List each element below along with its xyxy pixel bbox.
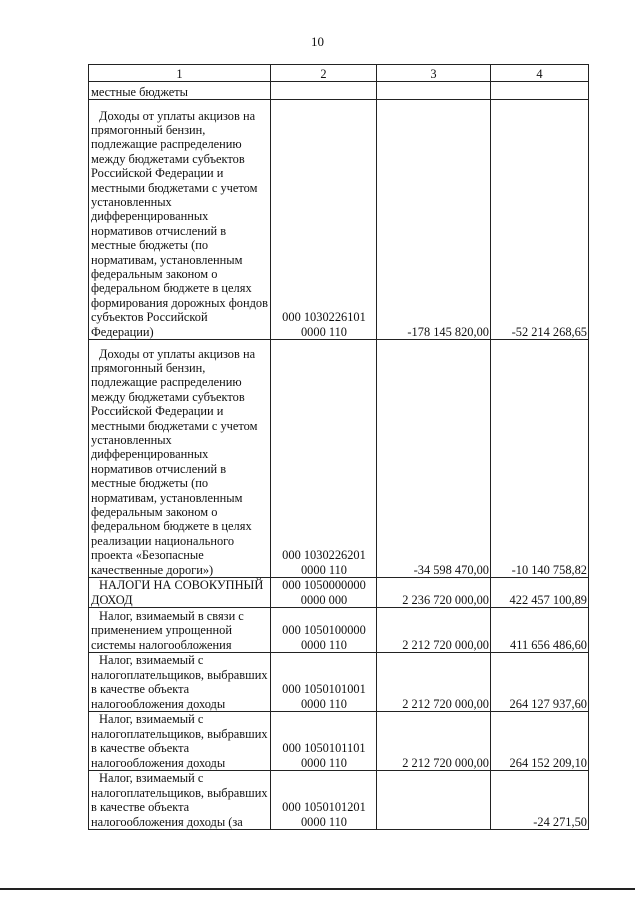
row-actual-amount: -10 140 758,82 <box>491 340 589 578</box>
row-planned-amount <box>377 771 491 830</box>
row-budget-code: 000 1030226201 0000 110 <box>271 340 377 578</box>
column-header-3: 3 <box>377 65 491 82</box>
row-name-cell <box>89 578 271 608</box>
row-name-cell <box>89 82 271 100</box>
row-name: Налог, взимаемый с налогоплательщиков, выбравших в качестве объекта налогообложения доходы <box>91 653 268 711</box>
row-name: НАЛОГИ НА СОВОКУПНЫЙ ДОХОД <box>91 578 264 607</box>
row-budget-code: 000 1050101101 0000 110 <box>271 712 377 771</box>
table-header <box>89 65 589 82</box>
table-row <box>89 82 589 100</box>
budget-table <box>88 64 589 830</box>
row-actual-amount: 411 656 486,60 <box>491 608 589 653</box>
row-name-cell <box>89 100 271 340</box>
row-budget-code <box>271 82 377 100</box>
row-budget-code: 000 1050100000 0000 110 <box>271 608 377 653</box>
row-name: Налог, взимаемый с налогоплательщиков, выбравших в качестве объекта налогообложения доходы <box>91 712 268 770</box>
header-row <box>89 65 589 82</box>
row-name: Налог, взимаемый в связи с применением упрощенной системы налогообложения <box>91 608 244 652</box>
table-row <box>89 608 589 653</box>
row-budget-code: 000 1050101201 0000 110 <box>271 771 377 830</box>
row-actual-amount: -24 271,50 <box>491 771 589 830</box>
row-name-cell <box>89 608 271 653</box>
table-row <box>89 653 589 712</box>
table-row <box>89 712 589 771</box>
row-name-cell <box>89 340 271 578</box>
row-budget-code: 000 1050101001 0000 110 <box>271 653 377 712</box>
column-header-1: 1 <box>89 65 271 82</box>
row-planned-amount: 2 212 720 000,00 <box>377 608 491 653</box>
row-planned-amount: -178 145 820,00 <box>377 100 491 340</box>
row-budget-code: 000 1030226101 0000 110 <box>271 100 377 340</box>
column-header-2: 2 <box>271 65 377 82</box>
column-header-4: 4 <box>491 65 589 82</box>
row-actual-amount: 264 127 937,60 <box>491 653 589 712</box>
row-planned-amount: 2 212 720 000,00 <box>377 653 491 712</box>
row-planned-amount <box>377 82 491 100</box>
row-name: Налог, взимаемый с налогоплательщиков, выбравших в качестве объекта налогообложения доходы (за <box>91 771 268 829</box>
row-name: местные бюджеты <box>91 84 188 99</box>
page-bottom-rule <box>0 888 635 890</box>
row-budget-code: 000 1050000000 0000 000 <box>271 578 377 608</box>
table-row <box>89 578 589 608</box>
row-planned-amount: -34 598 470,00 <box>377 340 491 578</box>
row-name-cell <box>89 712 271 771</box>
row-actual-amount: 264 152 209,10 <box>491 712 589 771</box>
row-actual-amount: 422 457 100,89 <box>491 578 589 608</box>
table-row <box>89 340 589 578</box>
row-name: Доходы от уплаты акцизов на прямогонный бензин, подлежащие распределению между бюджетами субъектов Российской Федерации и местными бюджетами с учетом установленных дифференцированных нормативов отчислений в местные бюджеты (по нормативам, установленным федеральным законом о федеральном бюджете в целях формирования дорожных фондов субъектов Российской Федерации) <box>91 108 268 339</box>
page-number: 10 <box>311 34 324 49</box>
row-name-cell <box>89 653 271 712</box>
row-actual-amount <box>491 82 589 100</box>
table-body <box>89 82 589 830</box>
row-name: Доходы от уплаты акцизов на прямогонный бензин, подлежащие распределению между бюджетами субъектов Российской Федерации и местными бюджетами с учетом установленных дифференцированных нормативов отчислений в местные бюджеты (по нормативам, установленным федеральным законом о федеральном бюджете в целях реализации национального проекта «Безопасные качественные дороги») <box>91 346 258 577</box>
table-row <box>89 100 589 340</box>
row-actual-amount: -52 214 268,65 <box>491 100 589 340</box>
row-planned-amount: 2 212 720 000,00 <box>377 712 491 771</box>
row-planned-amount: 2 236 720 000,00 <box>377 578 491 608</box>
row-name-cell <box>89 771 271 830</box>
table-row <box>89 771 589 830</box>
